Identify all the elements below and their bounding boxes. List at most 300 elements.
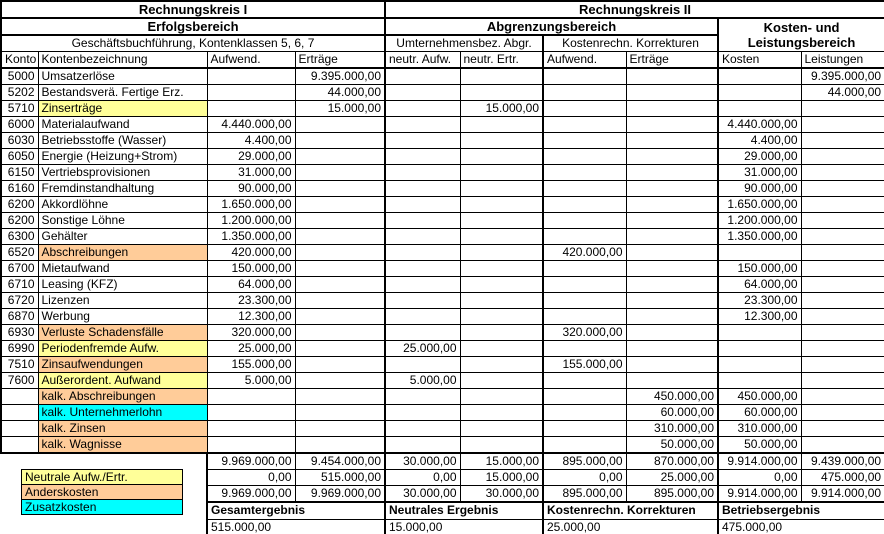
header-section <box>1 1 884 68</box>
cell-kosten: 1.350.000,00 <box>718 229 801 245</box>
cell-total-aufwendungen-gb: 9.969.000,00 <box>207 453 295 470</box>
cell-total-korrektur-aufwendungen: 895.000,00 <box>543 486 626 503</box>
cell-leistungen: 9.395.000,00 <box>801 68 884 85</box>
cell-konto <box>1 421 38 437</box>
cell-kontenbezeichnung: Werbung <box>38 309 207 325</box>
cell-ertraege-gb <box>295 389 385 405</box>
col-header-kontenbezeichnung: Kontenbezeichnung <box>38 52 207 69</box>
cell-neutrale-ertraege <box>460 229 543 245</box>
cell-neutrale-ertraege <box>460 421 543 437</box>
cell-aufwendungen-gb <box>207 389 295 405</box>
kostenrechn-korrekturen-label: Kostenrechn. Korrekturen <box>543 502 718 519</box>
cell-korrektur-ertraege <box>626 117 718 133</box>
cell-neutrale-aufwendungen <box>385 277 460 293</box>
cell-total-neutrale-ertraege: 15.000,00 <box>460 453 543 470</box>
cell-neutrale-aufwendungen <box>385 389 460 405</box>
unternehmensbez-abgrenzung-header: Umternehmensbez. Abgr. <box>385 35 543 52</box>
account-row <box>1 293 884 309</box>
cell-leistungen <box>801 261 884 277</box>
cell-aufwendungen-gb: 150.000,00 <box>207 261 295 277</box>
betriebsergebnis-value: 475.000,00 <box>718 519 884 534</box>
kosten-leistungsbereich-line2: Leistungsbereich <box>747 35 856 50</box>
cell-kontenbezeichnung: kalk. Zinsen <box>38 421 207 437</box>
cell-aufwendungen-gb: 31.000,00 <box>207 165 295 181</box>
cell-aufwendungen-gb <box>207 68 295 85</box>
cell-ertraege-gb <box>295 373 385 389</box>
cell-korrektur-ertraege <box>626 261 718 277</box>
cell-leistungen <box>801 133 884 149</box>
cell-total-korrektur-aufwendungen: 895.000,00 <box>543 453 626 470</box>
empty-area <box>1 519 207 534</box>
cell-neutrale-aufwendungen <box>385 181 460 197</box>
cell-korrektur-aufwendungen <box>543 68 626 85</box>
cell-korrektur-aufwendungen <box>543 421 626 437</box>
erfolgsbereich-header: Erfolgsbereich <box>1 18 385 35</box>
cell-korrektur-aufwendungen <box>543 213 626 229</box>
cell-neutrale-ertraege <box>460 357 543 373</box>
cell-total-neutrale-ertraege: 30.000,00 <box>460 486 543 503</box>
cell-ertraege-gb <box>295 261 385 277</box>
account-row <box>1 325 884 341</box>
cell-ertraege-gb <box>295 293 385 309</box>
cell-kontenbezeichnung: Betriebsstoffe (Wasser) <box>38 133 207 149</box>
cell-neutrale-ertraege <box>460 245 543 261</box>
cell-korrektur-ertraege <box>626 68 718 85</box>
cell-leistungen <box>801 421 884 437</box>
cell-konto: 5000 <box>1 68 38 85</box>
account-row <box>1 245 884 261</box>
cell-leistungen <box>801 389 884 405</box>
rechnungskreis-1-header: Rechnungskreis I <box>1 1 385 18</box>
abgrenzungsbereich-header: Abgrenzungsbereich <box>385 18 718 35</box>
cell-korrektur-ertraege <box>626 213 718 229</box>
cell-ertraege-gb <box>295 357 385 373</box>
cell-neutrale-ertraege <box>460 437 543 454</box>
cell-korrektur-aufwendungen <box>543 149 626 165</box>
cell-neutrale-aufwendungen <box>385 117 460 133</box>
cell-total-aufwendungen-gb: 0,00 <box>207 470 295 486</box>
cell-aufwendungen-gb: 29.000,00 <box>207 149 295 165</box>
legend-item-orange: Anderskosten <box>21 484 183 500</box>
cell-konto <box>1 437 38 454</box>
cell-neutrale-aufwendungen <box>385 197 460 213</box>
cell-total-korrektur-ertraege: 870.000,00 <box>626 453 718 470</box>
cell-total-kosten: 9.914.000,00 <box>718 453 801 470</box>
kostenrechn-korrekturen-value: 25.000,00 <box>543 519 718 534</box>
cell-neutrale-ertraege <box>460 117 543 133</box>
cell-korrektur-ertraege: 450.000,00 <box>626 389 718 405</box>
account-row <box>1 405 884 421</box>
cell-korrektur-ertraege <box>626 277 718 293</box>
cell-neutrale-ertraege: 15.000,00 <box>460 101 543 117</box>
cell-korrektur-ertraege <box>626 325 718 341</box>
cell-kontenbezeichnung: Energie (Heizung+Strom) <box>38 149 207 165</box>
cell-total-ertraege-gb: 9.969.000,00 <box>295 486 385 503</box>
cell-ertraege-gb <box>295 117 385 133</box>
cell-kontenbezeichnung: Umsatzerlöse <box>38 68 207 85</box>
cell-ertraege-gb <box>295 325 385 341</box>
cell-neutrale-ertraege <box>460 341 543 357</box>
cell-neutrale-aufwendungen <box>385 245 460 261</box>
cell-neutrale-aufwendungen <box>385 213 460 229</box>
cell-korrektur-aufwendungen <box>543 277 626 293</box>
cell-aufwendungen-gb: 90.000,00 <box>207 181 295 197</box>
cell-neutrale-ertraege <box>460 277 543 293</box>
cell-konto: 6200 <box>1 197 38 213</box>
cell-konto: 5710 <box>1 101 38 117</box>
cell-neutrale-ertraege <box>460 181 543 197</box>
account-row <box>1 101 884 117</box>
col-header-korrektur-ertraege: Erträge <box>626 52 718 69</box>
cell-total-ertraege-gb: 9.454.000,00 <box>295 453 385 470</box>
cell-kontenbezeichnung: Sonstige Löhne <box>38 213 207 229</box>
cell-kosten <box>718 68 801 85</box>
cell-kosten <box>718 101 801 117</box>
cell-aufwendungen-gb <box>207 437 295 454</box>
cell-kosten: 1.200.000,00 <box>718 213 801 229</box>
cell-total-leistungen: 475.000,00 <box>801 470 884 486</box>
cell-korrektur-ertraege <box>626 181 718 197</box>
header-row-1 <box>1 1 884 18</box>
cell-korrektur-ertraege <box>626 309 718 325</box>
cell-korrektur-ertraege <box>626 85 718 101</box>
cell-kontenbezeichnung: kalk. Unternehmerlohn <box>38 405 207 421</box>
cell-ertraege-gb <box>295 165 385 181</box>
cell-konto: 6050 <box>1 149 38 165</box>
cell-leistungen <box>801 309 884 325</box>
cell-ertraege-gb: 44.000,00 <box>295 85 385 101</box>
cell-total-aufwendungen-gb: 9.969.000,00 <box>207 486 295 503</box>
cell-total-leistungen: 9.914.000,00 <box>801 486 884 503</box>
cell-konto: 6300 <box>1 229 38 245</box>
cell-kosten: 4.440.000,00 <box>718 117 801 133</box>
account-row <box>1 149 884 165</box>
cell-konto <box>1 389 38 405</box>
geschaeftsbuchfuehrung-header: Geschäftsbuchführung, Kontenklassen 5, 6, 7 <box>1 35 385 52</box>
cell-kosten <box>718 325 801 341</box>
cell-aufwendungen-gb: 64.000,00 <box>207 277 295 293</box>
cell-ertraege-gb <box>295 245 385 261</box>
cell-konto: 6030 <box>1 133 38 149</box>
cell-neutrale-ertraege <box>460 389 543 405</box>
cell-neutrale-aufwendungen <box>385 421 460 437</box>
account-row <box>1 277 884 293</box>
cell-korrektur-aufwendungen <box>543 117 626 133</box>
cell-kosten: 29.000,00 <box>718 149 801 165</box>
cell-aufwendungen-gb: 4.400,00 <box>207 133 295 149</box>
cell-ertraege-gb <box>295 213 385 229</box>
cell-korrektur-ertraege: 310.000,00 <box>626 421 718 437</box>
cell-neutrale-ertraege <box>460 213 543 229</box>
account-row <box>1 85 884 101</box>
cell-korrektur-aufwendungen <box>543 309 626 325</box>
cell-leistungen <box>801 437 884 454</box>
cell-ertraege-gb <box>295 341 385 357</box>
account-row <box>1 181 884 197</box>
cell-kosten: 31.000,00 <box>718 165 801 181</box>
cell-leistungen <box>801 181 884 197</box>
legend-item-yellow: Neutrale Aufw./Ertr. <box>21 469 183 485</box>
col-header-aufwendungen-gb: Aufwend. <box>207 52 295 69</box>
cell-total-korrektur-aufwendungen: 0,00 <box>543 470 626 486</box>
cell-kosten: 150.000,00 <box>718 261 801 277</box>
cell-neutrale-aufwendungen <box>385 85 460 101</box>
cell-kontenbezeichnung: Vertriebsprovisionen <box>38 165 207 181</box>
cell-kontenbezeichnung: Lizenzen <box>38 293 207 309</box>
cell-aufwendungen-gb <box>207 85 295 101</box>
cell-konto: 6200 <box>1 213 38 229</box>
header-row-2 <box>1 18 884 35</box>
account-row <box>1 229 884 245</box>
cell-total-leistungen: 9.439.000,00 <box>801 453 884 470</box>
account-row <box>1 437 884 454</box>
cell-leistungen <box>801 165 884 181</box>
col-header-kosten: Kosten <box>718 52 801 69</box>
cell-konto: 7600 <box>1 373 38 389</box>
cell-ertraege-gb <box>295 421 385 437</box>
cell-korrektur-ertraege <box>626 245 718 261</box>
cell-korrektur-aufwendungen <box>543 261 626 277</box>
cell-korrektur-aufwendungen <box>543 197 626 213</box>
col-header-korrektur-aufwendungen: Aufwend. <box>543 52 626 69</box>
cell-neutrale-ertraege <box>460 149 543 165</box>
cell-kosten: 64.000,00 <box>718 277 801 293</box>
cell-leistungen <box>801 101 884 117</box>
cell-kontenbezeichnung: Abschreibungen <box>38 245 207 261</box>
account-row <box>1 68 884 85</box>
kosten-leistungsbereich-line1: Kosten- und <box>763 20 840 35</box>
cell-neutrale-ertraege <box>460 197 543 213</box>
cell-kontenbezeichnung: Fremdinstandhaltung <box>38 181 207 197</box>
cell-aufwendungen-gb: 1.650.000,00 <box>207 197 295 213</box>
cell-neutrale-ertraege <box>460 261 543 277</box>
rechnungskreis-2-header: Rechnungskreis II <box>385 1 884 18</box>
cell-leistungen <box>801 117 884 133</box>
cell-total-neutrale-ertraege: 15.000,00 <box>460 470 543 486</box>
col-header-leistungen: Leistungen <box>801 52 884 69</box>
cell-aufwendungen-gb <box>207 101 295 117</box>
cell-aufwendungen-gb: 25.000,00 <box>207 341 295 357</box>
cell-neutrale-aufwendungen <box>385 325 460 341</box>
account-row <box>1 357 884 373</box>
cell-ertraege-gb <box>295 133 385 149</box>
cell-korrektur-aufwendungen: 420.000,00 <box>543 245 626 261</box>
col-header-neutrale-aufwendungen: neutr. Aufw. <box>385 52 460 69</box>
cell-korrektur-aufwendungen <box>543 229 626 245</box>
cell-total-neutrale-aufwendungen: 0,00 <box>385 470 460 486</box>
cell-neutrale-ertraege <box>460 85 543 101</box>
account-row <box>1 373 884 389</box>
cell-korrektur-aufwendungen <box>543 101 626 117</box>
cell-leistungen: 44.000,00 <box>801 85 884 101</box>
cell-korrektur-aufwendungen: 320.000,00 <box>543 325 626 341</box>
cell-aufwendungen-gb: 320.000,00 <box>207 325 295 341</box>
account-row <box>1 389 884 405</box>
cell-aufwendungen-gb: 1.350.000,00 <box>207 229 295 245</box>
cell-total-kosten: 9.914.000,00 <box>718 486 801 503</box>
cell-konto: 6150 <box>1 165 38 181</box>
kostenrechn-korrekturen-header: Kostenrechn. Korrekturen <box>543 35 718 52</box>
cell-aufwendungen-gb: 420.000,00 <box>207 245 295 261</box>
cell-kosten: 450.000,00 <box>718 389 801 405</box>
cell-korrektur-ertraege: 50.000,00 <box>626 437 718 454</box>
cell-leistungen <box>801 341 884 357</box>
cell-kosten: 4.400,00 <box>718 133 801 149</box>
cell-aufwendungen-gb: 12.300,00 <box>207 309 295 325</box>
cell-leistungen <box>801 277 884 293</box>
cell-korrektur-aufwendungen <box>543 133 626 149</box>
cell-kontenbezeichnung: kalk. Abschreibungen <box>38 389 207 405</box>
cell-korrektur-aufwendungen <box>543 85 626 101</box>
cell-ertraege-gb: 15.000,00 <box>295 101 385 117</box>
cell-konto: 6870 <box>1 309 38 325</box>
cell-korrektur-ertraege <box>626 293 718 309</box>
cell-neutrale-ertraege <box>460 405 543 421</box>
cell-aufwendungen-gb: 5.000,00 <box>207 373 295 389</box>
cell-ertraege-gb <box>295 309 385 325</box>
cell-leistungen <box>801 405 884 421</box>
cell-ertraege-gb <box>295 277 385 293</box>
cell-neutrale-aufwendungen <box>385 357 460 373</box>
cell-neutrale-aufwendungen <box>385 293 460 309</box>
cell-neutrale-aufwendungen <box>385 261 460 277</box>
cell-neutrale-aufwendungen: 25.000,00 <box>385 341 460 357</box>
cell-neutrale-aufwendungen <box>385 229 460 245</box>
footer-value-row <box>1 519 884 534</box>
cell-kontenbezeichnung: Verluste Schadensfälle <box>38 325 207 341</box>
betriebsergebnis-label: Betriebsergebnis <box>718 502 884 519</box>
cell-ertraege-gb <box>295 149 385 165</box>
cell-kontenbezeichnung: Gehälter <box>38 229 207 245</box>
col-header-ertraege-gb: Erträge <box>295 52 385 69</box>
cell-neutrale-aufwendungen <box>385 101 460 117</box>
cell-kontenbezeichnung: Zinsaufwendungen <box>38 357 207 373</box>
cell-neutrale-ertraege <box>460 293 543 309</box>
account-row <box>1 421 884 437</box>
cell-korrektur-ertraege <box>626 229 718 245</box>
cell-neutrale-aufwendungen <box>385 149 460 165</box>
cell-korrektur-aufwendungen <box>543 341 626 357</box>
cell-leistungen <box>801 325 884 341</box>
cell-korrektur-aufwendungen <box>543 165 626 181</box>
column-header-row <box>1 52 884 69</box>
cell-aufwendungen-gb: 1.200.000,00 <box>207 213 295 229</box>
cell-leistungen <box>801 373 884 389</box>
cell-neutrale-aufwendungen <box>385 405 460 421</box>
account-row <box>1 261 884 277</box>
account-rows-section <box>1 68 884 453</box>
cell-kontenbezeichnung: Leasing (KFZ) <box>38 277 207 293</box>
cell-aufwendungen-gb: 23.300,00 <box>207 293 295 309</box>
cell-aufwendungen-gb: 155.000,00 <box>207 357 295 373</box>
cell-ertraege-gb <box>295 437 385 454</box>
account-row <box>1 213 884 229</box>
cell-aufwendungen-gb <box>207 421 295 437</box>
cell-konto: 6520 <box>1 245 38 261</box>
cell-korrektur-aufwendungen <box>543 373 626 389</box>
cell-konto: 6720 <box>1 293 38 309</box>
cell-kontenbezeichnung: Mietaufwand <box>38 261 207 277</box>
totals-row <box>1 453 884 470</box>
cell-kosten: 50.000,00 <box>718 437 801 454</box>
cell-neutrale-ertraege <box>460 309 543 325</box>
cell-leistungen <box>801 149 884 165</box>
cell-leistungen <box>801 357 884 373</box>
cell-konto: 7510 <box>1 357 38 373</box>
cell-konto: 6000 <box>1 117 38 133</box>
gesamtergebnis-value: 515.000,00 <box>207 519 385 534</box>
cell-total-ertraege-gb: 515.000,00 <box>295 470 385 486</box>
account-row <box>1 165 884 181</box>
cell-kontenbezeichnung: Materialaufwand <box>38 117 207 133</box>
cell-korrektur-aufwendungen <box>543 437 626 454</box>
cell-kontenbezeichnung: Bestandsverä. Fertige Erz. <box>38 85 207 101</box>
gesamtergebnis-label: Gesamtergebnis <box>207 502 385 519</box>
cell-kosten <box>718 341 801 357</box>
cell-neutrale-ertraege <box>460 325 543 341</box>
cell-neutrale-aufwendungen <box>385 309 460 325</box>
cell-kontenbezeichnung: Zinserträge <box>38 101 207 117</box>
cell-korrektur-ertraege <box>626 133 718 149</box>
cell-konto: 6930 <box>1 325 38 341</box>
cell-neutrale-aufwendungen: 5.000,00 <box>385 373 460 389</box>
cell-ertraege-gb <box>295 229 385 245</box>
cell-leistungen <box>801 229 884 245</box>
cell-konto: 6700 <box>1 261 38 277</box>
cell-korrektur-aufwendungen <box>543 293 626 309</box>
cell-korrektur-ertraege <box>626 101 718 117</box>
account-row <box>1 341 884 357</box>
neutrales-ergebnis-label: Neutrales Ergebnis <box>385 502 543 519</box>
cell-ertraege-gb <box>295 405 385 421</box>
cell-kontenbezeichnung: Außerordent. Aufwand <box>38 373 207 389</box>
kosten-leistungsbereich-header <box>718 18 884 52</box>
cell-neutrale-ertraege <box>460 133 543 149</box>
cell-korrektur-ertraege <box>626 149 718 165</box>
cell-leistungen <box>801 245 884 261</box>
cell-kosten: 1.650.000,00 <box>718 197 801 213</box>
cell-kontenbezeichnung: Periodenfremde Aufw. <box>38 341 207 357</box>
empty-area <box>1 453 207 470</box>
cell-ertraege-gb <box>295 181 385 197</box>
cell-kosten: 12.300,00 <box>718 309 801 325</box>
cell-aufwendungen-gb <box>207 405 295 421</box>
cell-korrektur-aufwendungen <box>543 405 626 421</box>
cell-korrektur-ertraege <box>626 197 718 213</box>
cell-korrektur-ertraege <box>626 165 718 181</box>
cell-kosten: 23.300,00 <box>718 293 801 309</box>
cell-korrektur-aufwendungen: 155.000,00 <box>543 357 626 373</box>
cell-korrektur-ertraege: 60.000,00 <box>626 405 718 421</box>
cell-total-korrektur-ertraege: 895.000,00 <box>626 486 718 503</box>
cell-neutrale-ertraege <box>460 373 543 389</box>
cell-konto: 6160 <box>1 181 38 197</box>
cell-kosten <box>718 357 801 373</box>
cell-neutrale-ertraege <box>460 68 543 85</box>
account-row <box>1 117 884 133</box>
cell-korrektur-aufwendungen <box>543 181 626 197</box>
cell-korrektur-aufwendungen <box>543 389 626 405</box>
cell-total-neutrale-aufwendungen: 30.000,00 <box>385 486 460 503</box>
cell-total-korrektur-ertraege: 25.000,00 <box>626 470 718 486</box>
cell-kontenbezeichnung: kalk. Wagnisse <box>38 437 207 454</box>
account-row <box>1 309 884 325</box>
legend-item-cyan: Zusatzkosten <box>21 499 183 515</box>
account-row <box>1 197 884 213</box>
cell-kosten: 90.000,00 <box>718 181 801 197</box>
cell-kosten <box>718 373 801 389</box>
legend <box>21 469 183 515</box>
